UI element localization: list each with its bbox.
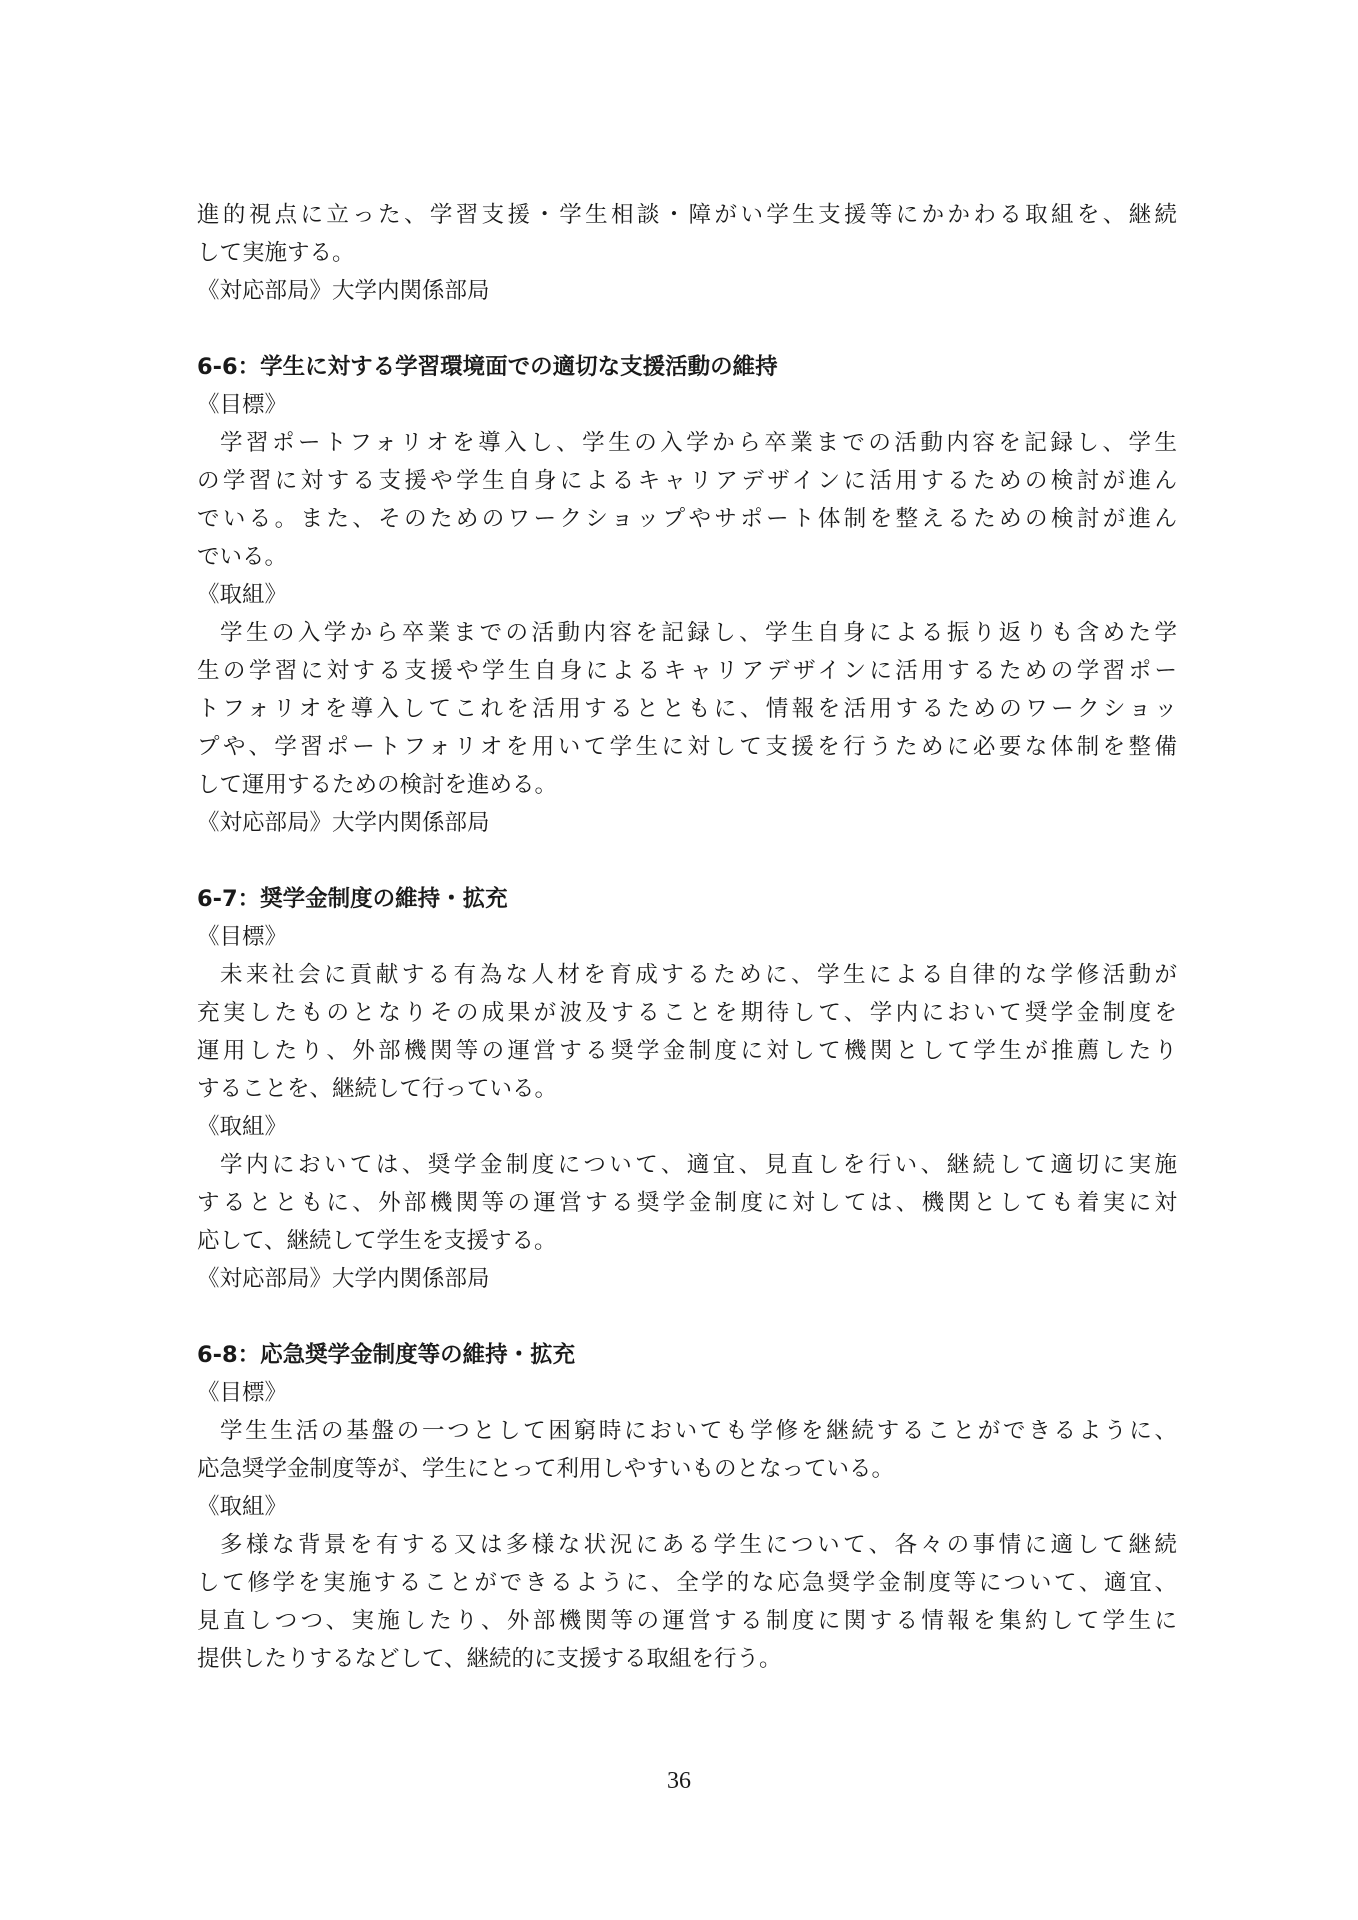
- document-body: [197, 196, 1177, 1678]
- intro-department: 《対応部局》大学内関係部局: [197, 278, 490, 304]
- action-label: 《取組》: [197, 582, 288, 608]
- goal-line: 運用したり、外部機関等の運営する奨学金制度に対して機関として学生が推薦したり: [197, 1038, 1177, 1064]
- action-line: 提供したりするなどして、継続的に支援する取組を行う。: [197, 1646, 782, 1672]
- goal-line: でいる。また、そのためのワークショップやサポート体制を整えるための検討が進ん: [197, 506, 1177, 532]
- goal-line: 学生生活の基盤の一つとして困窮時においても学修を継続することができるように、: [220, 1418, 1177, 1444]
- goal-line: の学習に対する支援や学生自身によるキャリアデザインに活用するための検討が進ん: [197, 468, 1177, 494]
- action-line: 学生の入学から卒業までの活動内容を記録し、学生自身による振り返りも含めた学: [220, 620, 1177, 646]
- action-line: 生の学習に対する支援や学生自身によるキャリアデザインに活用するための学習ポー: [197, 658, 1177, 684]
- goal-line: 学習ポートフォリオを導入し、学生の入学から卒業までの活動内容を記録し、学生: [220, 430, 1177, 456]
- department-label: 《対応部局》大学内関係部局: [197, 1266, 490, 1292]
- section-6-8: [197, 1336, 1177, 1678]
- action-line: 応して、継続して学生を支援する。: [197, 1228, 557, 1254]
- goal-paragraph: [197, 956, 1177, 1108]
- section-6-7: [197, 880, 1177, 1298]
- action-paragraph: [197, 1146, 1177, 1260]
- action-label: 《取組》: [197, 1494, 288, 1520]
- action-line: 学内においては、奨学金制度について、適宜、見直しを行い、継続して適切に実施: [220, 1152, 1177, 1178]
- section-gap: [197, 842, 1177, 880]
- action-line: して運用するための検討を進める。: [197, 772, 558, 798]
- action-line: 見直しつつ、実施したり、外部機関等の運営する制度に関する情報を集約して学生に: [197, 1608, 1177, 1634]
- department-label: 《対応部局》大学内関係部局: [197, 810, 490, 836]
- goal-paragraph: [197, 1412, 1177, 1488]
- action-paragraph: [197, 1526, 1177, 1678]
- section-heading: 6-7：奨学金制度の維持・拡充: [197, 886, 508, 912]
- section-heading: 6-8：応急奨学金制度等の維持・拡充: [197, 1342, 576, 1368]
- intro-line: して実施する。: [197, 240, 355, 266]
- action-line: して修学を実施することができるように、全学的な応急奨学金制度等について、適宜、: [197, 1570, 1177, 1596]
- action-label: 《取組》: [197, 1114, 288, 1140]
- section-gap: [197, 310, 1177, 348]
- goal-line: 充実したものとなりその成果が波及することを期待して、学内において奨学金制度を: [197, 1000, 1177, 1026]
- goal-line: 応急奨学金制度等が、学生にとって利用しやすいものとなっている。: [197, 1456, 895, 1482]
- goal-line: でいる。: [197, 544, 288, 570]
- action-paragraph: [197, 614, 1177, 804]
- section-gap: [197, 1298, 1177, 1336]
- action-line: 多様な背景を有する又は多様な状況にある学生について、各々の事情に適して継続: [220, 1532, 1177, 1558]
- section-6-6: [197, 348, 1177, 842]
- goal-label: 《目標》: [197, 392, 288, 418]
- section-heading: 6-6：学生に対する学習環境面での適切な支援活動の維持: [197, 354, 778, 380]
- goal-label: 《目標》: [197, 1380, 288, 1406]
- action-line: プや、学習ポートフォリオを用いて学生に対して支援を行うために必要な体制を整備: [197, 734, 1177, 760]
- intro-line: 進的視点に立った、学習支援・学生相談・障がい学生支援等にかかわる取組を、継続: [197, 202, 1177, 228]
- goal-label: 《目標》: [197, 924, 288, 950]
- action-line: するとともに、外部機関等の運営する奨学金制度に対しては、機関としても着実に対: [197, 1190, 1177, 1216]
- goal-line: することを、継続して行っている。: [197, 1076, 558, 1102]
- page-number: 36: [667, 1768, 691, 1794]
- intro-paragraph: [197, 196, 1177, 272]
- goal-paragraph: [197, 424, 1177, 576]
- goal-line: 未来社会に貢献する有為な人材を育成するために、学生による自律的な学修活動が: [220, 962, 1177, 988]
- action-line: トフォリオを導入してこれを活用するとともに、情報を活用するためのワークショッ: [197, 696, 1177, 722]
